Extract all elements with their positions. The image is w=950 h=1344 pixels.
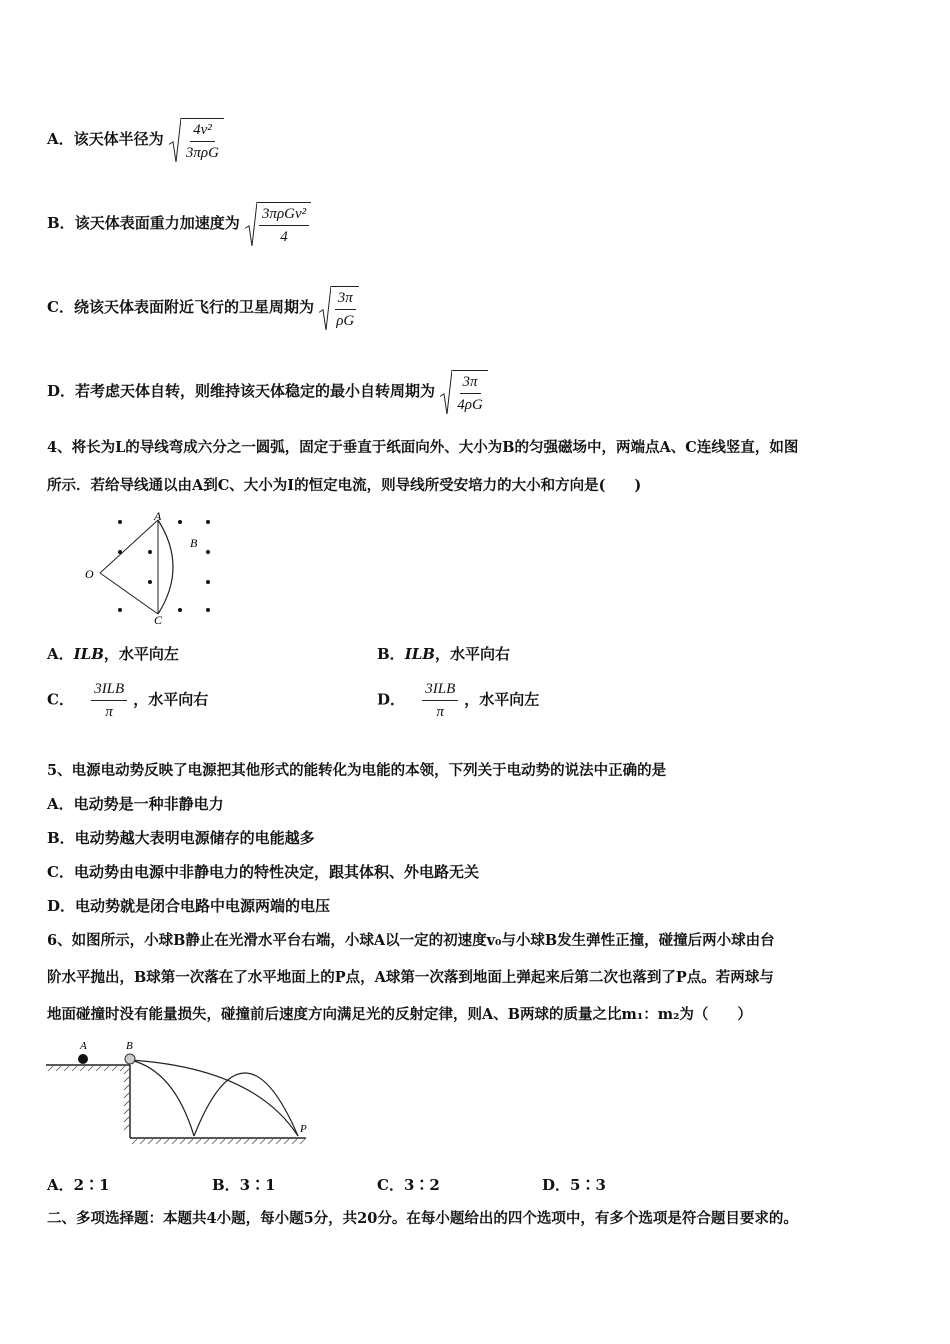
q5-option-c: C．电动势由电源中非静电力的特性决定，跟其体积、外电路无关 (47, 863, 479, 881)
q4-option-b: B．ILB，水平向右 (377, 645, 510, 663)
section-heading: 二、多项选择题：本题共4小题，每小题5分，共20分。在每小题给出的四个选项中，有多个选项是符合题目要求的。 (47, 1210, 798, 1227)
q4-option-a: A．ILB，水平向左 (47, 645, 179, 663)
q4-stem-line2: 所示．若给导线通以由A到C、大小为I的恒定电流，则导线所受安培力的大小和方向是( ) (47, 477, 642, 494)
ball-b (125, 1054, 135, 1064)
sqrt-expression: $\frac{3\pi}{\rho G}$ (319, 286, 359, 330)
q6-stem-line2: 阶水平抛出，B球第一次落在了水平地面上的P点，A球第一次落到地面上弹起来后第二次也落到了P点。若两球与 (47, 969, 774, 986)
ball-a (78, 1054, 88, 1064)
q3-option-b: B．该天体表面重力加速度为 $\frac{\text{3πρGv²}}{4}$ (47, 202, 311, 246)
q4-stem-line1: 4、将长为L的导线弯成六分之一圆弧，固定于垂直于纸面向外、大小为B的匀强磁场中，两端点A、C连线竖直，如图 (47, 439, 799, 456)
label-p: P (300, 1123, 307, 1135)
label-o: O (85, 567, 94, 581)
sqrt-expression: $\frac{\text{3πρGv²}}{4}$ (245, 202, 311, 246)
q5-stem: 5、电源电动势反映了电源把其他形式的能转化为电能的本领，下列关于电动势的说法中正确的是 (47, 762, 667, 779)
sqrt-expression: $\frac{3\pi}{4\rho G}$ (440, 370, 488, 414)
label-c: C (154, 613, 163, 625)
q6-option-b: B．3∶1 (212, 1176, 276, 1194)
q4-figure (80, 510, 220, 625)
q6-figure (44, 1040, 324, 1150)
q3-option-d: D．若考虑天体自转，则维持该天体稳定的最小自转周期为 $\frac{3\pi}{4\rho G}$ (47, 370, 488, 414)
sqrt-expression: $\frac{\text{4v²}}{\text{3πρG}}$ (169, 118, 224, 162)
q3-option-a: A．该天体半径为 $\frac{\text{4v²}}{\text{3πρG}}$ (47, 118, 224, 162)
q3-option-c: C．绕该天体表面附近飞行的卫星周期为 $\frac{3\pi}{\rho G}$ (47, 286, 359, 330)
label-b: B (190, 536, 198, 550)
q6-option-c: C．3∶2 (377, 1176, 440, 1194)
label-a: A (154, 510, 162, 523)
label-b: B (126, 1040, 133, 1052)
q6-stem-line1: 6、如图所示，小球B静止在光滑水平台右端，小球A以一定的初速度v₀与小球B发生弹性正撞，碰撞后两小球由台 (47, 932, 775, 949)
q4-option-c: C． $\frac{\text{3ILB}}{\pi}$ ，水平向右 (47, 681, 209, 720)
q6-option-d: D．5∶3 (542, 1176, 606, 1194)
q4-option-d: D． $\frac{\text{3ILB}}{\pi}$ ，水平向左 (377, 681, 540, 720)
label-a: A (80, 1040, 87, 1052)
q5-option-d: D．电动势就是闭合电路中电源两端的电压 (47, 897, 331, 915)
q6-stem-line3: 地面碰撞时没有能量损失，碰撞前后速度方向满足光的反射定律，则A、B两球的质量之比m₁：m₂为（ ） (47, 1006, 752, 1023)
q5-option-a: A．电动势是一种非静电力 (47, 795, 224, 813)
q6-option-a: A．2∶1 (47, 1176, 110, 1194)
q5-option-b: B．电动势越大表明电源储存的电能越多 (47, 829, 315, 847)
